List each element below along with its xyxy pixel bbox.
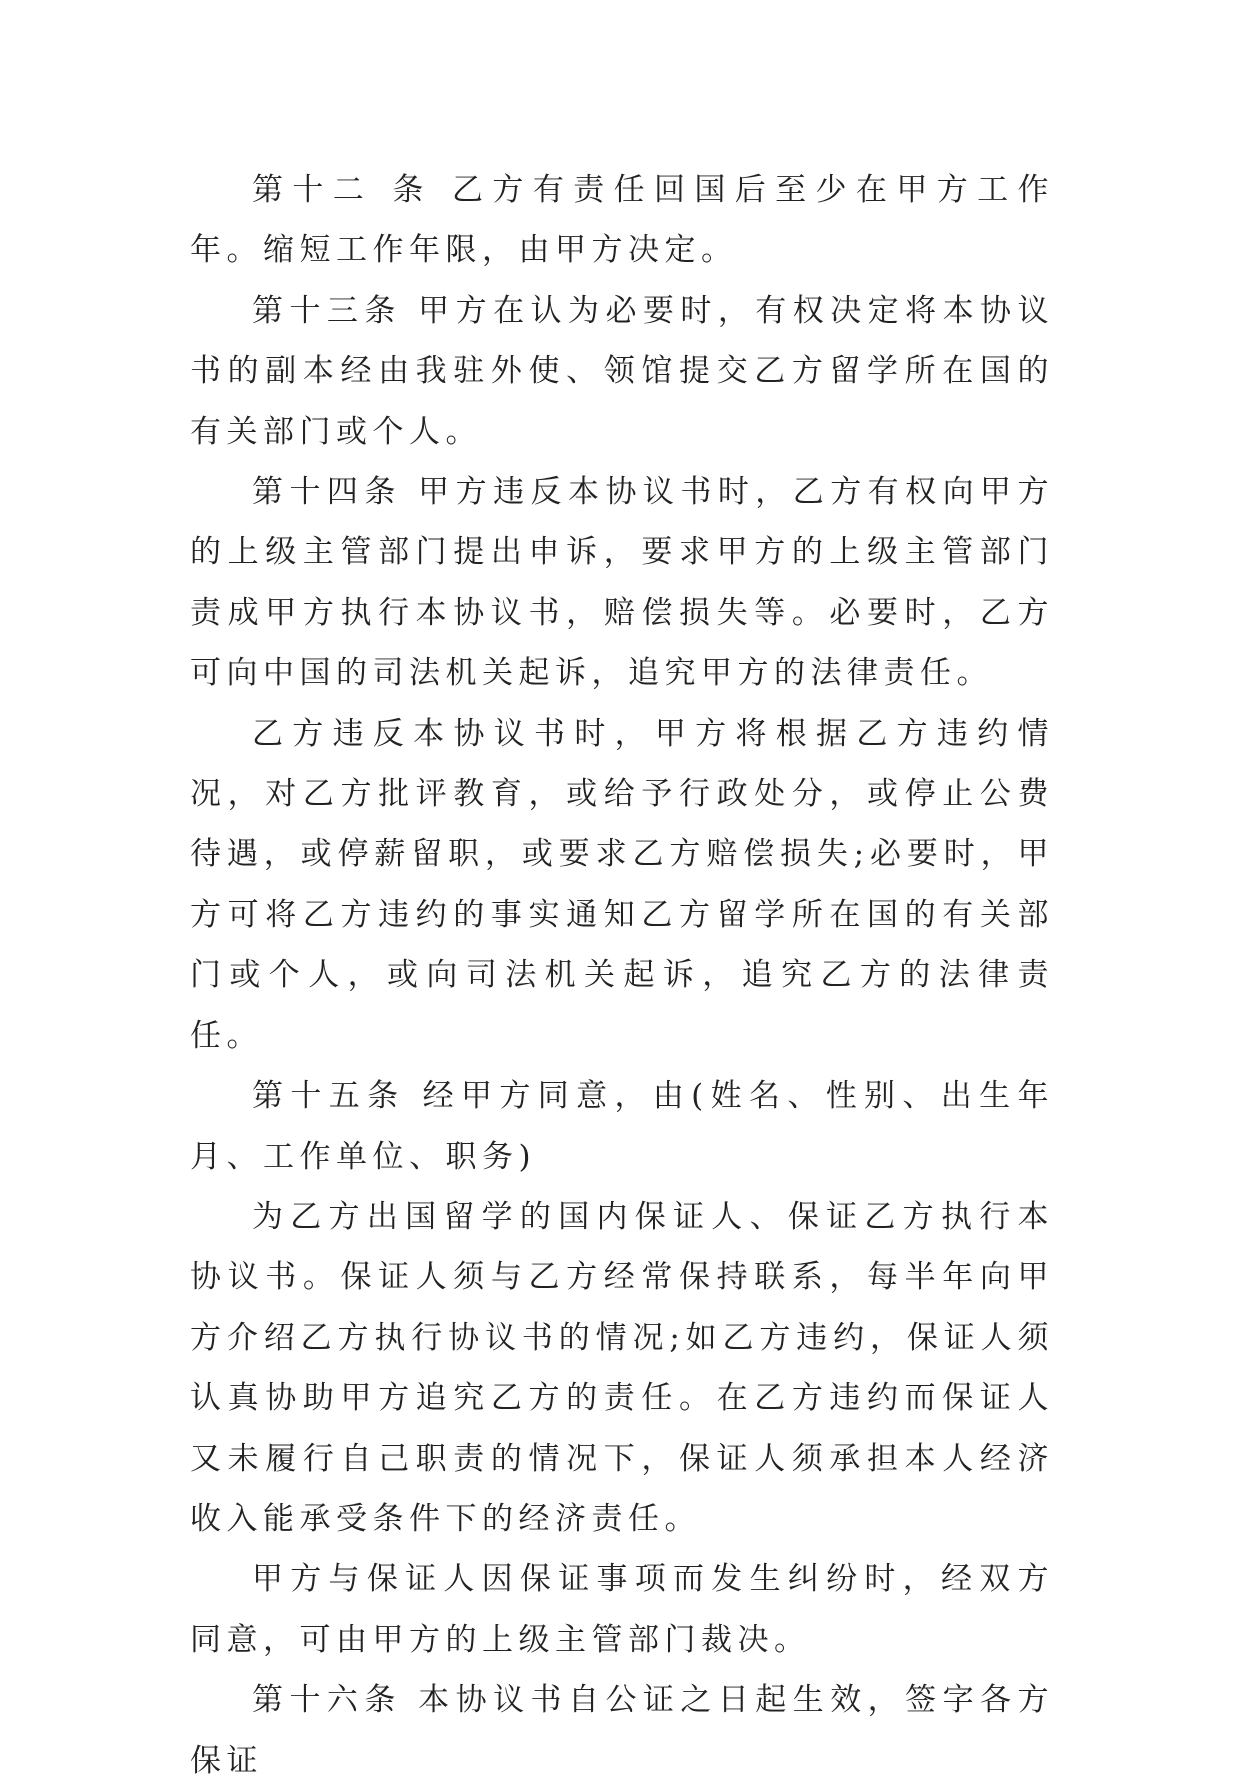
article-16-paragraph: 第十六条 本协议书自公证之日起生效，签字各方保证: [190, 1682, 1054, 1779]
article-13-paragraph: 第十三条 甲方在认为必要时，有权决定将本协议书的副本经由我驻外使、领馆提交乙方留学所在国的有关部门或个人。: [190, 292, 1054, 450]
article-15-paragraph: 第十五条 经甲方同意，由(姓名、性别、出生年月、工作单位、职务): [190, 1078, 1054, 1175]
party-b-breach-paragraph: 乙方违反本协议书时，甲方将根据乙方违约情况，对乙方批评教育，或给予行政处分，或停止公费待遇，或停薪留职，或要求乙方赔偿损失;必要时，甲方可将乙方违约的事实通知乙方留学所在国的有关部门或个人，或向司法机关起诉，追究乙方的法律责任。: [190, 715, 1054, 1054]
guarantor-duties-paragraph: 为乙方出国留学的国内保证人、保证乙方执行本协议书。保证人须与乙方经常保持联系，每半年向甲方介绍乙方执行协议书的情况;如乙方违约，保证人须认真协助甲方追究乙方的责任。在乙方违约而保证人又未履行自己职责的情况下，保证人须承担本人经济收入能承受条件下的经济责任。: [190, 1198, 1054, 1537]
dispute-resolution-paragraph: 甲方与保证人因保证事项而发生纠纷时，经双方同意，可由甲方的上级主管部门裁决。: [190, 1561, 1054, 1658]
document-body: [190, 160, 1091, 1791]
article-12-paragraph: 第十二 条 乙方有责任回国后至少在甲方工作 年。缩短工作年限，由甲方决定。: [190, 172, 1091, 269]
article-14-paragraph: 第十四条 甲方违反本协议书时，乙方有权向甲方的上级主管部门提出申诉，要求甲方的上级主管部门责成甲方执行本协议书，赔偿损失等。必要时，乙方可向中国的司法机关起诉，追究甲方的法律责任。: [190, 474, 1054, 692]
